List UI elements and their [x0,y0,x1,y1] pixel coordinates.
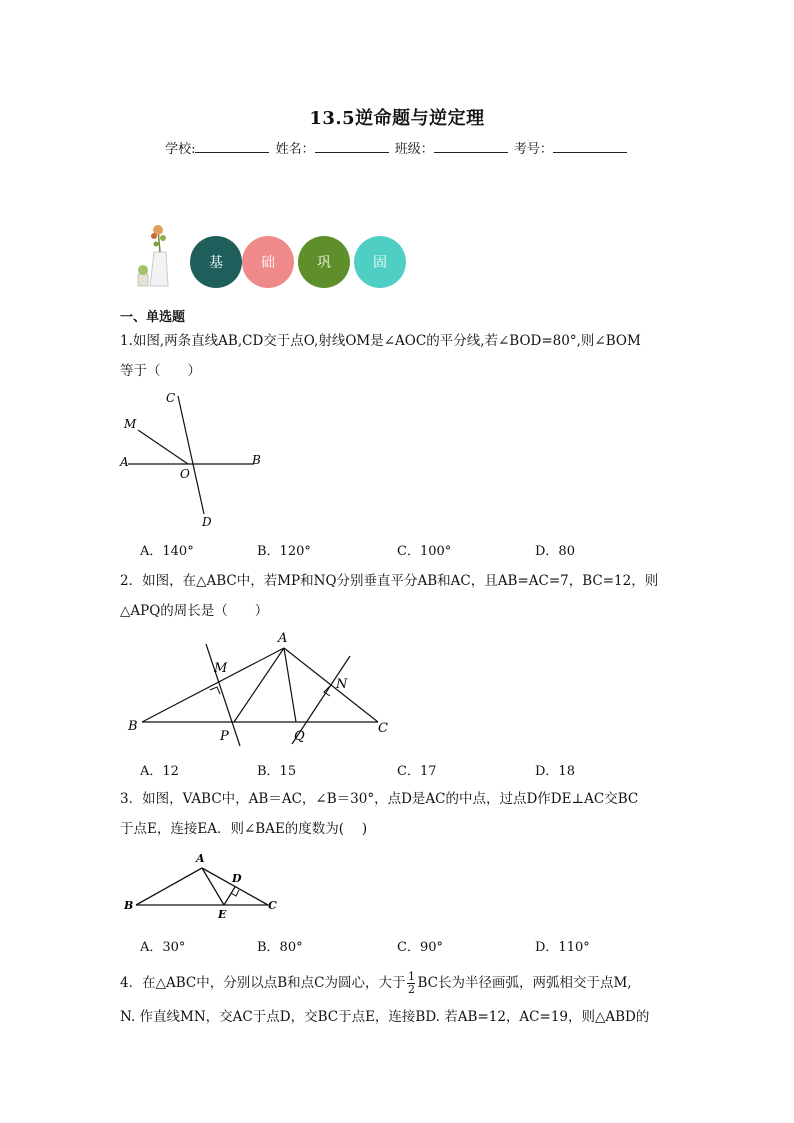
question-2-figure [122,628,398,750]
q1-option-c[interactable]: C．100° [397,544,452,559]
question-1-text: 1.如图,两条直线AB,CD交于点O,射线OM是∠AOC的平分线,若∠BOD=80°,则∠BOM [120,333,641,349]
q1-label-d: D [202,515,212,529]
page-title: 13.5逆命题与逆定理 [309,108,485,129]
q3-option-b[interactable]: B．80° [257,940,303,955]
q2-option-d[interactable]: D．18 [535,764,575,779]
q3-label-d: D [232,872,242,885]
q2-label-c: C [378,721,388,736]
q1-label-b: B [252,453,261,467]
question-3 [120,784,680,844]
q3-option-d[interactable]: D．110° [535,940,590,955]
school-label: 学校: [165,142,196,157]
exam-no-label: 考号： [513,142,553,157]
badge-ji: 基 [190,236,242,288]
q3-label-a: A [196,852,205,865]
question-2 [120,566,680,626]
section-title: 一、单选题 [120,310,186,325]
student-info-line [0,138,794,157]
question-4-text-a: 4．在△ABC中，分别以点B和点C为圆心，大于 [120,975,406,991]
q2-label-p: P [220,729,229,744]
plant-vase-icon [136,222,180,290]
q2-option-b[interactable]: B．15 [257,764,297,779]
q1-label-c: C [166,391,176,405]
question-1-text-2: 等于（ ） [120,363,201,379]
exam-no-blank [553,139,627,153]
q3-label-c: C [268,899,277,912]
q2-label-q: Q [294,729,305,744]
q2-option-c[interactable]: C．17 [397,764,437,779]
question-3-text-2: 于点E，连接EA．则∠BAE的度数为( ) [120,821,368,837]
question-1 [120,326,680,386]
fraction-numerator: 1 [407,970,415,983]
q3-label-e: E [218,908,227,921]
badge-gong: 巩 [298,236,350,288]
q1-label-a: A [120,455,129,469]
one-half-fraction [407,971,415,996]
question-2-text: 2．如图，在△ABC中，若MP和NQ分别垂直平分AB和AC，且AB=AC=7，BC=12，则 [120,573,659,589]
q3-option-a[interactable]: A．30° [140,940,186,955]
name-label: 姓名： [275,142,315,157]
question-4-text [120,966,680,1000]
q2-label-a: A [278,631,288,646]
question-1-figure [112,386,272,532]
q2-option-a[interactable]: A．12 [140,764,179,779]
question-4-text-2: N. 作直线MN，交AC于点D，交BC于点E，连接BD. 若AB=12，AC=19，则△ABD的 [120,1009,650,1025]
q3-option-c[interactable]: C．90° [397,940,443,955]
q1-option-b[interactable]: B．120° [257,544,311,559]
fraction-denominator: 2 [407,983,415,996]
q2-label-n: N [336,677,348,692]
question-2-text-2: △APQ的周长是（ ） [120,603,269,619]
question-3-text: 3．如图，VABC中，AB＝AC，∠B＝30°，点D是AC的中点，过点D作DE⊥AC交BC [120,791,639,807]
q1-label-o: O [180,467,190,481]
question-4 [120,966,680,1034]
school-blank [195,139,269,153]
question-3-figure [120,852,286,922]
badge-gu: 固 [354,236,406,288]
badge-chu: 础 [242,236,294,288]
q1-option-d[interactable]: D．80 [535,544,575,559]
question-4-text-b: BC长为半径画弧，两弧相交于点M, [417,975,632,991]
q2-label-m: M [214,661,228,676]
q1-label-m: M [124,417,137,431]
class-label: 班级： [394,142,434,157]
name-blank [315,139,389,153]
class-blank [434,139,508,153]
q2-label-b: B [128,719,138,734]
q3-label-b: B [124,899,134,912]
q1-option-a[interactable]: A．140° [140,544,194,559]
